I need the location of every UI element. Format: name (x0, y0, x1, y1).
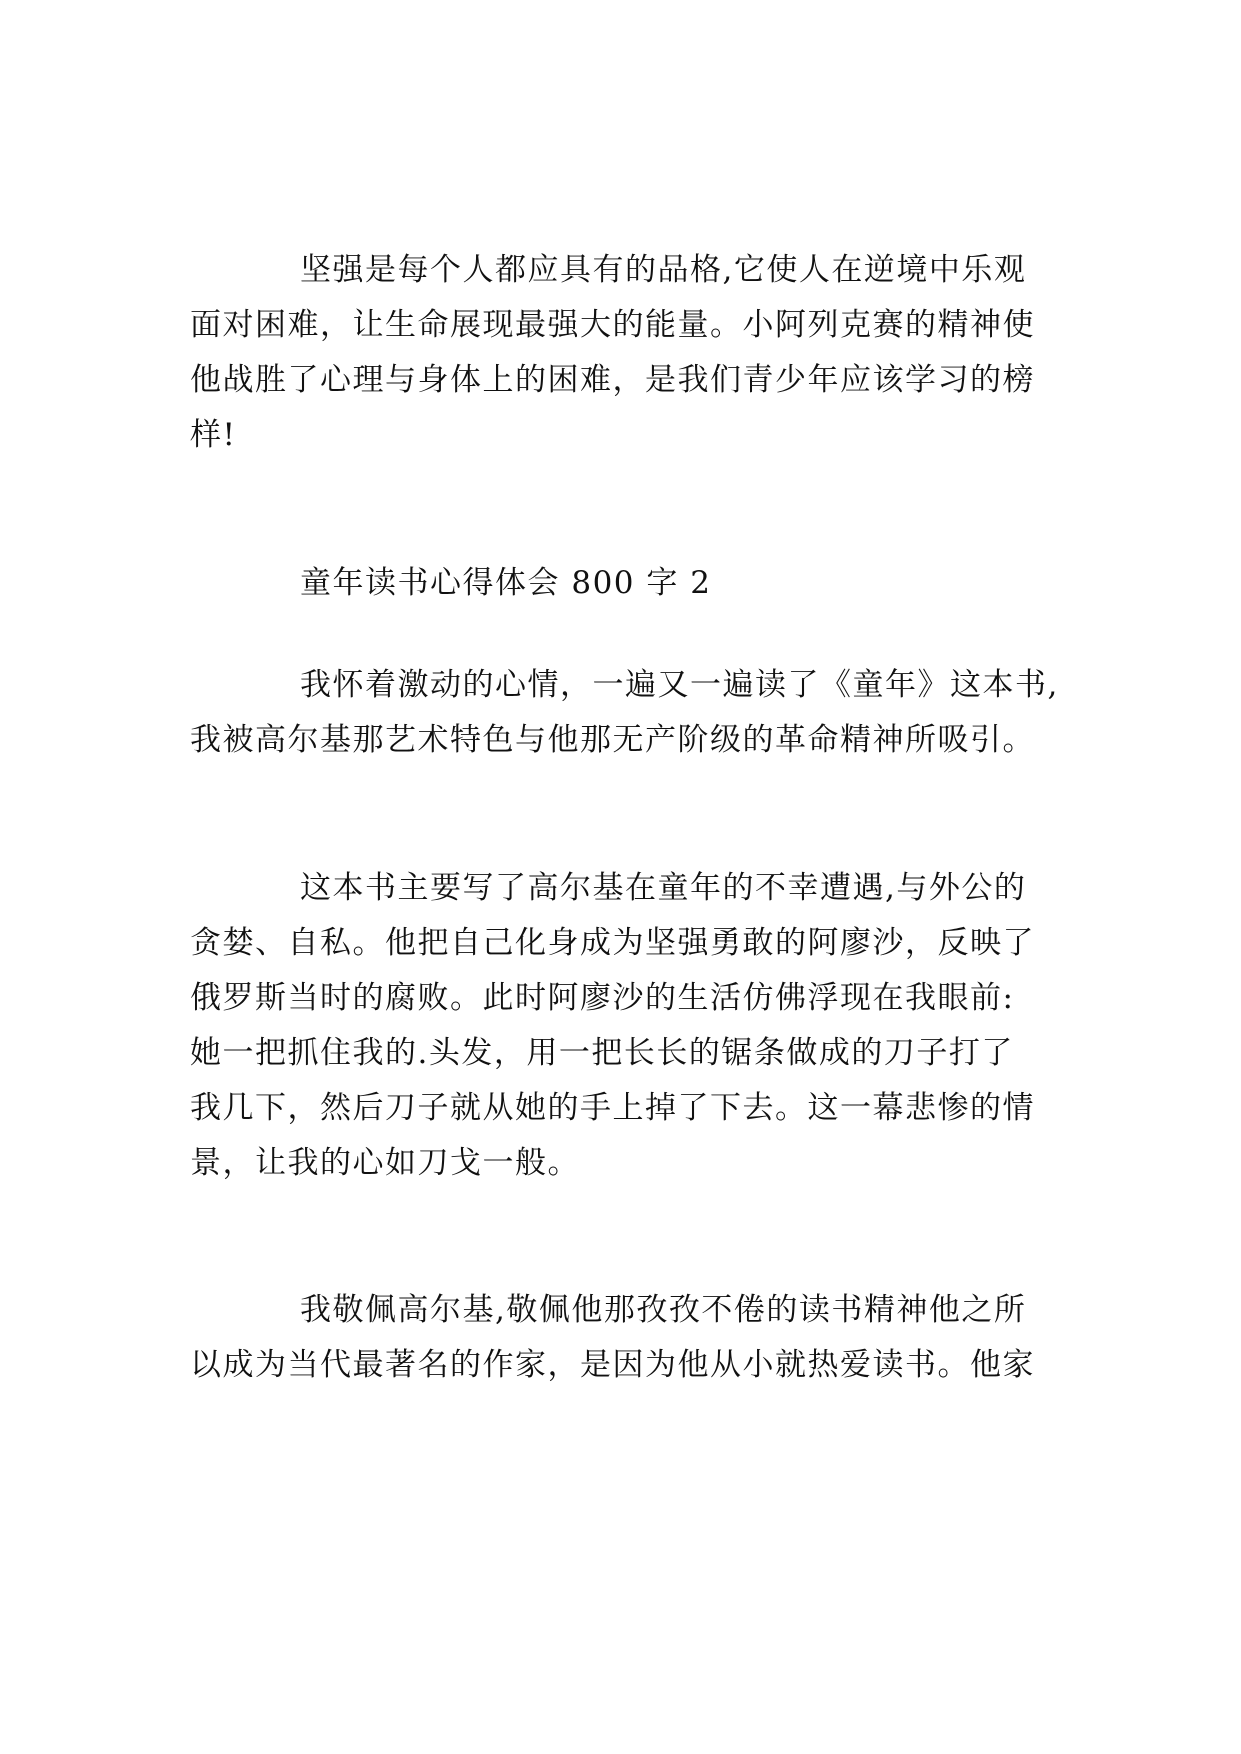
paragraph-4-line-2: 以成为当代最著名的作家，是因为他从小就热爱读书。他家 (190, 1347, 1035, 1383)
paragraph-3-line-6: 景，让我的心如刀戈一般。 (190, 1145, 580, 1181)
section-heading: 童年读书心得体会 800 字 2 (300, 565, 712, 601)
paragraph-2-line-1: 我怀着激动的心情，一遍又一遍读了《童年》这本书, (300, 667, 1059, 703)
paragraph-3-line-4: 她一把抓住我的.头发，用一把长长的锯条做成的刀子打了 (190, 1035, 1014, 1071)
paragraph-3-line-3: 俄罗斯当时的腐败。此时阿廖沙的生活仿佛浮现在我眼前: (190, 980, 1015, 1016)
paragraph-1-line-1: 坚强是每个人都应具有的品格,它使人在逆境中乐观 (300, 252, 1027, 288)
paragraph-3-line-2: 贪婪、自私。他把自己化身成为坚强勇敢的阿廖沙，反映了 (190, 925, 1035, 961)
paragraph-3-line-5: 我几下，然后刀子就从她的手上掉了下去。这一幕悲惨的情 (190, 1090, 1035, 1126)
paragraph-1-line-4: 样! (190, 417, 237, 453)
paragraph-1-line-2: 面对困难，让生命展现最强大的能量。小阿列克赛的精神使 (190, 307, 1035, 343)
paragraph-4-line-1: 我敬佩高尔基,敬佩他那孜孜不倦的读书精神他之所 (300, 1292, 1027, 1328)
paragraph-2-line-2: 我被高尔基那艺术特色与他那无产阶级的革命精神所吸引。 (190, 722, 1035, 758)
paragraph-3-line-1: 这本书主要写了高尔基在童年的不幸遭遇,与外公的 (300, 870, 1027, 906)
paragraph-1-line-3: 他战胜了心理与身体上的困难，是我们青少年应该学习的榜 (190, 362, 1035, 398)
